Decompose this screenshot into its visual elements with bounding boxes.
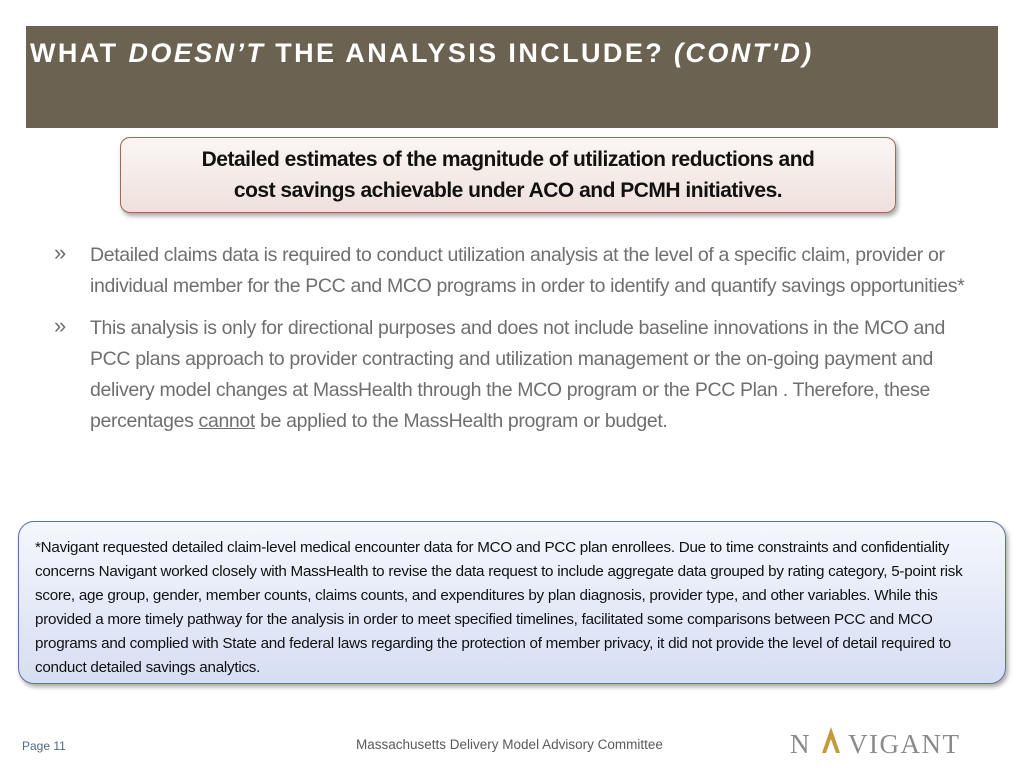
- footer-committee: Massachusetts Delivery Model Advisory Committee: [356, 737, 663, 752]
- logo-chevron-icon: [822, 727, 840, 753]
- callout-text: [202, 144, 815, 206]
- bullet-text: Detailed claims data is required to conduct utilization analysis at the level of a specific claim, provider or individual member for the PCC and MCO programs in order to identify and quantify savings opportunities*: [90, 244, 965, 297]
- callout-line-2: cost savings achievable under ACO and PCMH initiatives.: [233, 179, 783, 202]
- footnote-box: [18, 521, 1006, 684]
- callout-line-1: Detailed estimates of the magnitude of utilization reductions and: [201, 148, 815, 171]
- logo-vigant: VIGANT: [848, 729, 961, 759]
- logo-n: N: [790, 729, 811, 759]
- bullet-list: [48, 240, 978, 448]
- navigant-logo: [790, 723, 986, 759]
- bullet-text-underlined: cannot: [198, 410, 255, 432]
- bullet-marker-icon: »: [54, 313, 66, 338]
- footnote-text: *Navigant requested detailed claim-level medical encounter data for MCO and PCC plan enrollees. Due to time constraints and confidentiality concerns Navigant worked closely with MassHealth to revise the data request to include aggregate data grouped by rating category, 5-point risk score, age group, gender, member counts, claims counts, and expenditures by plan diagnosis, provider type, and other variables. While this provided a more timely pathway for the analysis in order to meet specified timelines, facilitated some comparisons between PCC and MCO programs and complied with State and federal laws regarding the protection of member privacy, it did not provide the level of detail required to conduct detailed savings analytics.: [35, 539, 963, 676]
- callout-box: [120, 137, 896, 213]
- title-emphasis: DOESN’T: [128, 38, 266, 68]
- title-middle: THE ANALYSIS INCLUDE?: [265, 38, 675, 68]
- bullet-item: [48, 313, 978, 437]
- title-prefix: WHAT: [30, 38, 129, 68]
- slide-title: [30, 38, 814, 69]
- page-number: Page 11: [22, 739, 66, 753]
- bullet-item: [48, 240, 978, 302]
- title-suffix: (CONT'D): [674, 38, 814, 68]
- bullet-text-part-1: This analysis is only for directional purposes and does not include baseline innovations in the MCO and PCC plans approach to provider contracting and utilization management or the on-going payment and delivery model changes at MassHealth through the MCO program or the PCC Plan . Therefore, these percentages: [90, 317, 945, 432]
- bullet-marker-icon: »: [54, 240, 66, 265]
- bullet-text-part-2: be applied to the MassHealth program or budget.: [255, 410, 668, 432]
